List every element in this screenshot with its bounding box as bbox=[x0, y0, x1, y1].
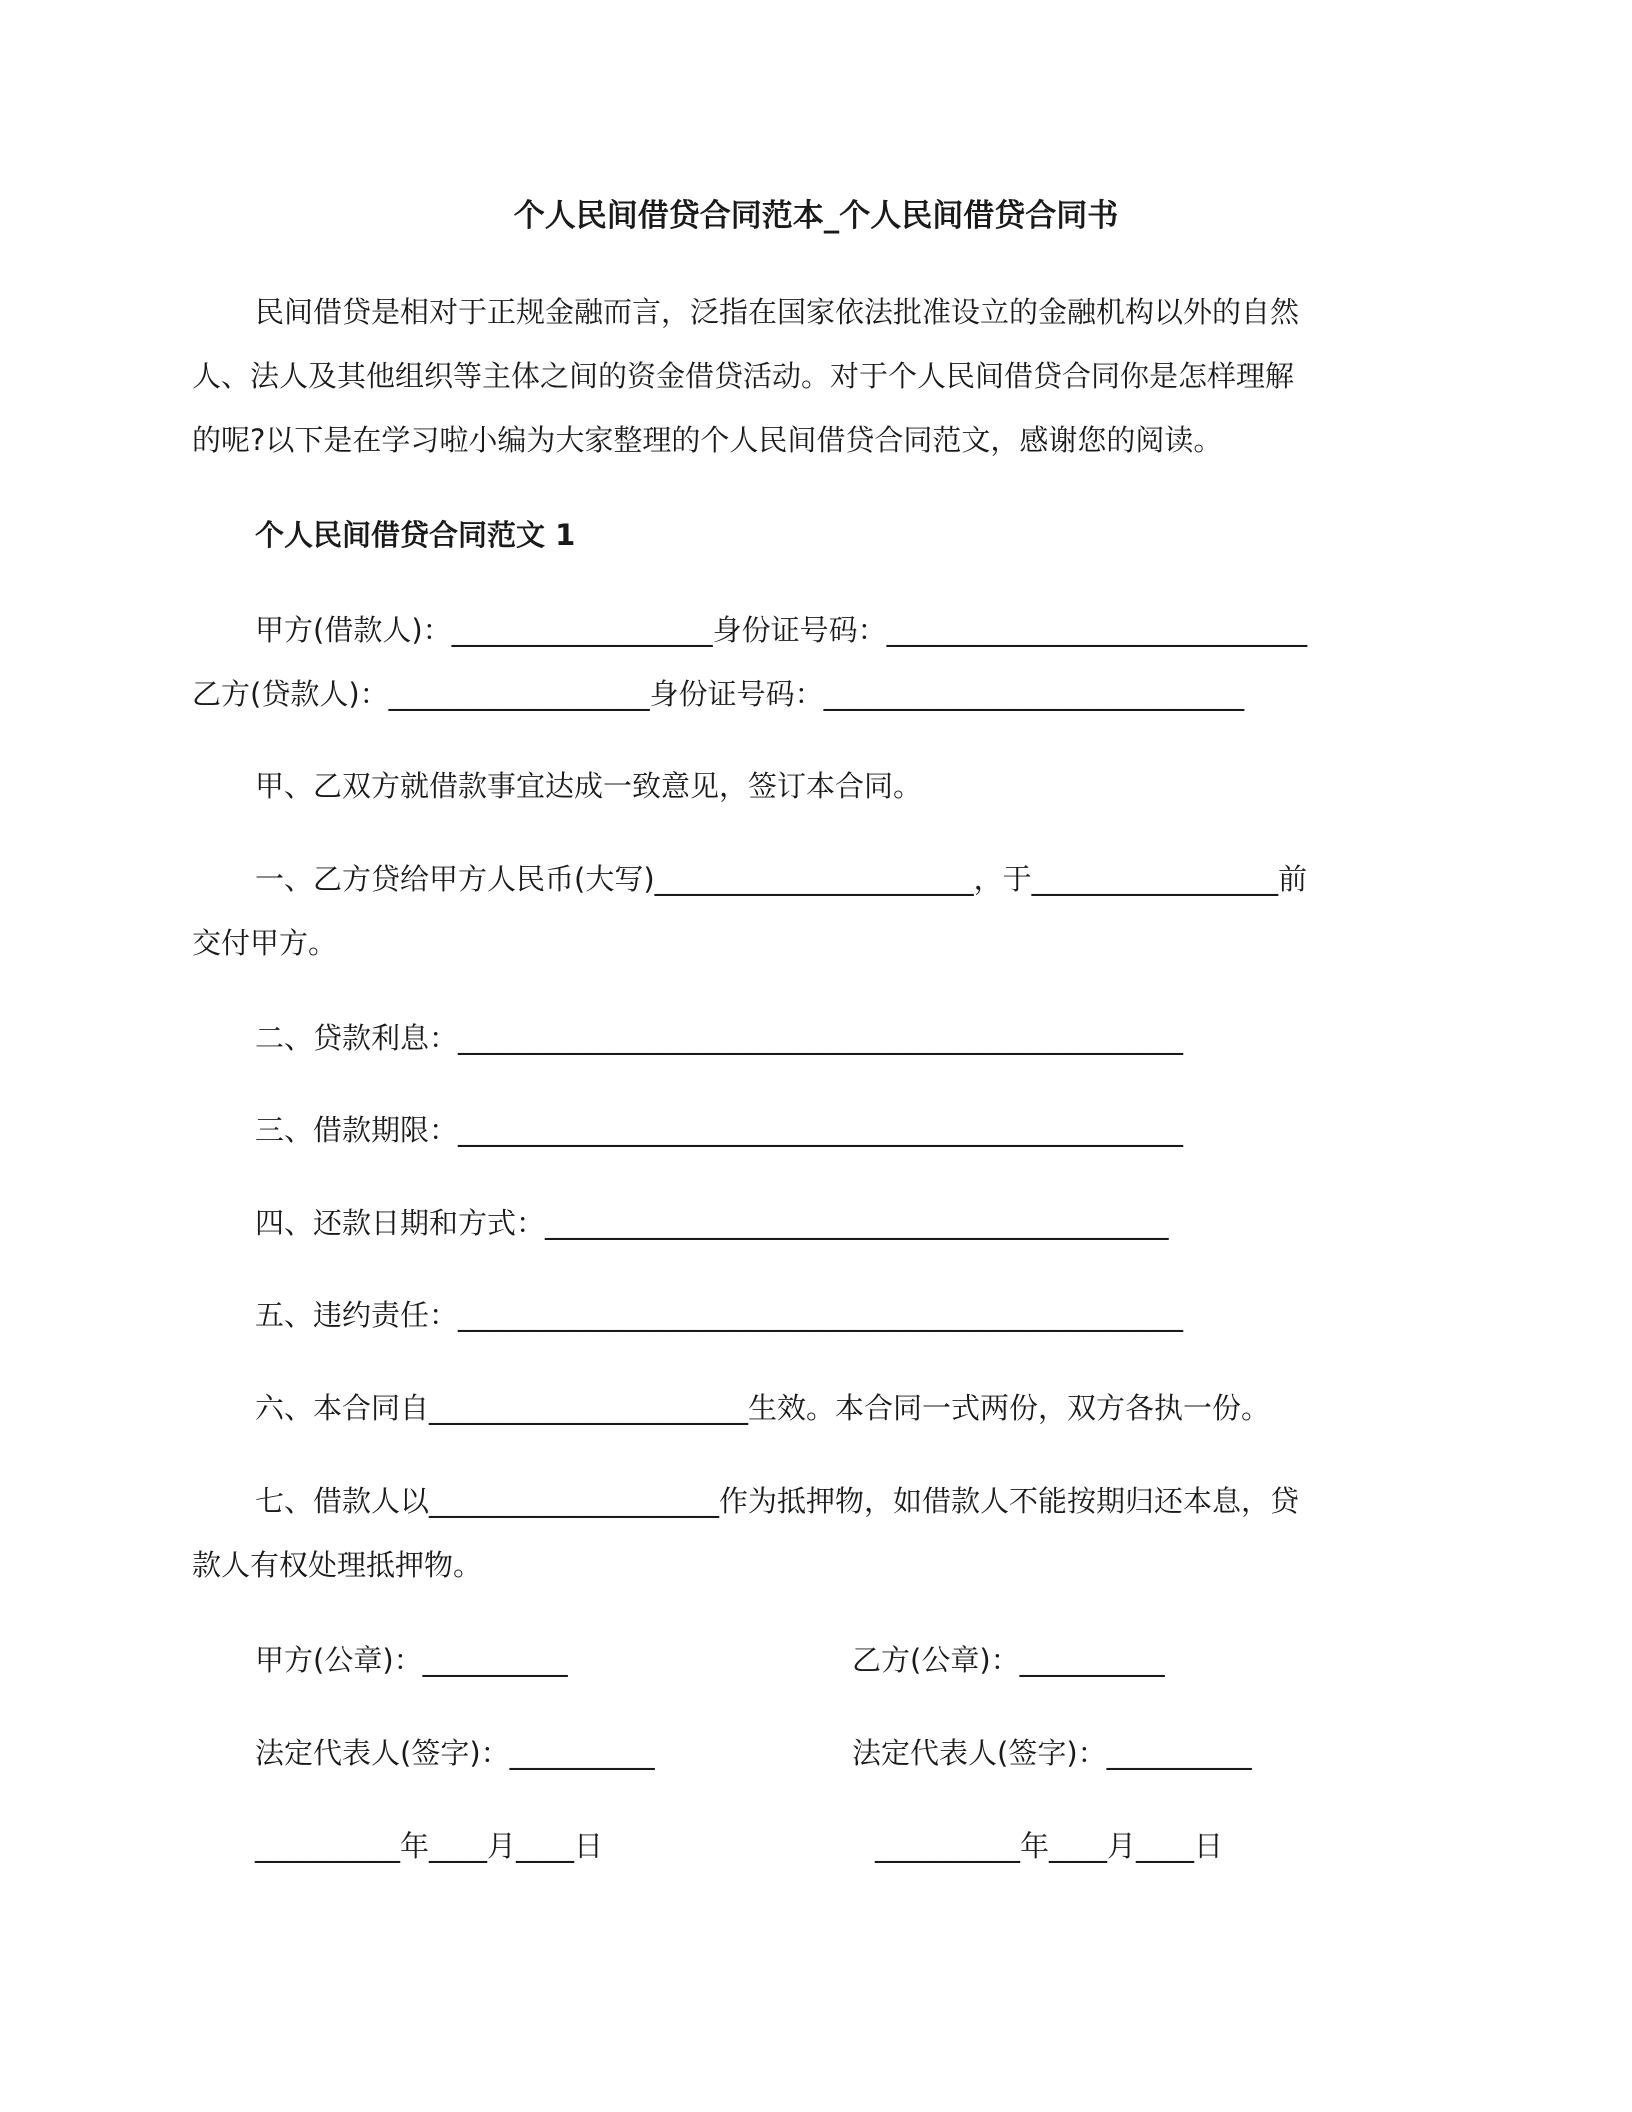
signature-party-b-date: __________年____月____日 bbox=[875, 1829, 1224, 1863]
intro-line-1: 民间借贷是相对于正规金融而言，泛指在国家依法批准设立的金融机构以外的自然 bbox=[255, 295, 1300, 329]
signature-party-b-seal: 乙方(公章)：__________ bbox=[852, 1643, 1165, 1677]
clause-6: 六、本合同自______________________生效。本合同一式两份，双方各执一份。 bbox=[255, 1391, 1271, 1425]
signature-party-a-representative: 法定代表人(签字)：__________ bbox=[255, 1736, 655, 1770]
clause-3: 三、借款期限：__________________________________________________ bbox=[255, 1113, 1184, 1147]
clause-7-line-2: 款人有权处理抵押物。 bbox=[192, 1548, 483, 1582]
signature-party-a-seal: 甲方(公章)：__________ bbox=[255, 1643, 568, 1677]
document-title: 个人民间借贷合同范本_个人民间借贷合同书 bbox=[513, 198, 1119, 234]
clause-2: 二、贷款利息：__________________________________________________ bbox=[255, 1021, 1184, 1055]
signature-party-b-representative: 法定代表人(签字)：__________ bbox=[852, 1736, 1252, 1770]
clause-7-line-1: 七、借款人以____________________作为抵押物，如借款人不能按期归还本息，贷 bbox=[255, 1484, 1300, 1518]
section-heading: 个人民间借贷合同范文 1 bbox=[255, 518, 576, 552]
clause-1-line-1: 一、乙方贷给甲方人民币(大写)______________________，于_________________前 bbox=[255, 862, 1308, 896]
party-b-line: 乙方(贷款人)：__________________身份证号码：_____________________________ bbox=[192, 677, 1245, 711]
clause-5: 五、违约责任：__________________________________________________ bbox=[255, 1298, 1184, 1332]
signature-party-a-date: __________年____月____日 bbox=[255, 1829, 604, 1863]
party-a-line: 甲方(借款人)：__________________身份证号码：_____________________________ bbox=[255, 613, 1308, 647]
clause-4: 四、还款日期和方式：___________________________________________ bbox=[255, 1206, 1169, 1240]
clause-1-line-2: 交付甲方。 bbox=[192, 926, 338, 960]
intro-line-3: 的呢?以下是在学习啦小编为大家整理的个人民间借贷合同范文，感谢您的阅读。 bbox=[192, 423, 1223, 457]
agreement-statement: 甲、乙双方就借款事宜达成一致意见，签订本合同。 bbox=[255, 769, 923, 803]
intro-line-2: 人、法人及其他组织等主体之间的资金借贷活动。对于个人民间借贷合同你是怎样理解 bbox=[192, 359, 1295, 393]
